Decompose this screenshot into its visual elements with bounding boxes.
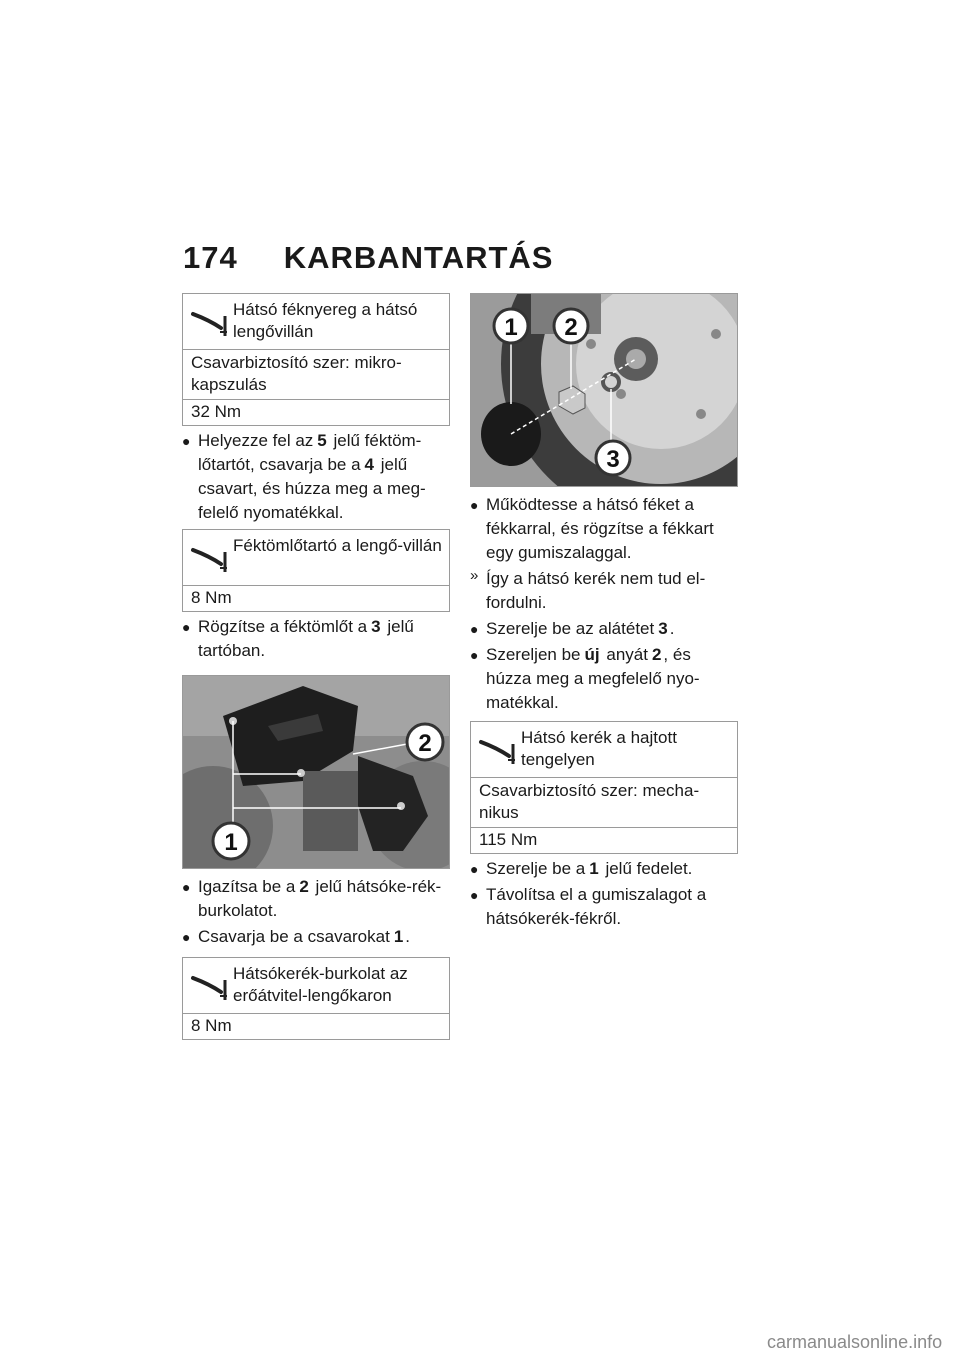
step-item: ● Szerelje be az alátétet 3 . xyxy=(470,617,738,641)
torque-table-caliper xyxy=(182,293,450,426)
callout-2: 2 xyxy=(564,314,578,341)
callout-1: 1 xyxy=(504,314,518,341)
step-item: ● Szerelje be a 1 jelű fedelet. xyxy=(470,857,738,881)
left-column xyxy=(182,293,450,1040)
part-number: 3 xyxy=(371,617,381,636)
torque-value: 115 Nm xyxy=(471,827,737,853)
bullet-icon: ● xyxy=(470,647,479,663)
torque-wrench-icon xyxy=(187,302,231,338)
torque-location: Féktömlőtartó a lengő-villán xyxy=(233,536,442,555)
step-item: ● Csavarja be a csavarokat 1 . xyxy=(182,925,450,949)
bullet-icon: ● xyxy=(470,621,479,637)
torque-table-hose-holder xyxy=(182,529,450,612)
callout-1: 1 xyxy=(224,829,238,856)
bullet-icon: ● xyxy=(182,619,191,635)
rear-wheel-cover-image xyxy=(183,676,449,868)
result-item: » Így a hátsó kerék nem tud el-fordulni. xyxy=(470,567,738,615)
step-item: ● Helyezze fel az 5 jelű féktöm-lőtartót, csavarja be a 4 jelű csavart, és húzza meg a meg-felelő nyomatékkal. xyxy=(182,431,426,522)
torque-wrench-icon xyxy=(187,538,231,574)
torque-location: Hátsó kerék a hajtott tengelyen xyxy=(521,728,677,769)
step-item: ● Működtesse a hátsó féket a fékkarral, és rögzítse a fékkart egy gumiszalaggal. xyxy=(470,495,714,562)
bullet-icon: ● xyxy=(470,887,479,903)
part-number: 5 xyxy=(317,431,327,450)
part-number: 4 xyxy=(364,455,374,474)
bullet-icon: ● xyxy=(470,861,479,877)
callout-2: 2 xyxy=(418,730,432,757)
part-number: 1 xyxy=(589,859,599,878)
part-number: 2 xyxy=(651,645,662,664)
torque-value: 8 Nm xyxy=(183,585,449,611)
torque-wrench-icon xyxy=(187,966,231,1002)
torque-location: Hátsókerék-burkolat az erőátvitel-lengőkaron xyxy=(233,964,408,1005)
right-column xyxy=(470,293,738,933)
step-item: ● Szereljen be új anyát 2 , és húzza meg a megfelelő nyo-matékkal. xyxy=(470,645,700,712)
rear-wheel-axle-photo xyxy=(470,293,738,487)
thread-locker: Csavarbiztosító szer: mecha-nikus xyxy=(471,777,737,827)
rear-wheel-axle-image xyxy=(471,294,737,486)
bullet-icon: ● xyxy=(470,497,479,513)
bullet-icon: ● xyxy=(182,879,191,895)
chapter-title: KARBANTARTÁS xyxy=(283,240,554,275)
step-item: ● Igazítsa be a 2 jelű hátsóke-rék-burkolatot. xyxy=(182,877,442,920)
torque-location: Hátsó féknyereg a hátsó lengővillán xyxy=(233,300,418,341)
page-number: 174 xyxy=(183,240,238,275)
torque-wrench-icon xyxy=(475,730,519,766)
bullet-icon: ● xyxy=(182,433,191,449)
part-number: 1 xyxy=(393,927,404,946)
emphasis-new: új xyxy=(584,645,600,664)
torque-table-wheel-cover xyxy=(182,957,450,1040)
page-header xyxy=(183,240,553,276)
step-item: ● Távolítsa el a gumiszalagot a hátsókerék-fékről. xyxy=(470,885,707,928)
result-arrow-icon: » xyxy=(470,567,479,584)
torque-value: 8 Nm xyxy=(183,1013,449,1039)
part-number: 3 xyxy=(658,619,668,638)
rear-wheel-cover-photo xyxy=(182,675,450,869)
thread-locker: Csavarbiztosító szer: mikro-kapszulás xyxy=(183,349,449,399)
part-number: 2 xyxy=(299,877,309,896)
torque-table-rear-wheel xyxy=(470,721,738,854)
site-watermark: carmanualsonline.info xyxy=(767,1332,943,1352)
torque-value: 32 Nm xyxy=(183,399,449,425)
step-item: ● Rögzítse a féktömlőt a 3 jelű tartóban. xyxy=(182,617,414,660)
bullet-icon: ● xyxy=(182,929,191,945)
callout-3: 3 xyxy=(606,446,620,473)
